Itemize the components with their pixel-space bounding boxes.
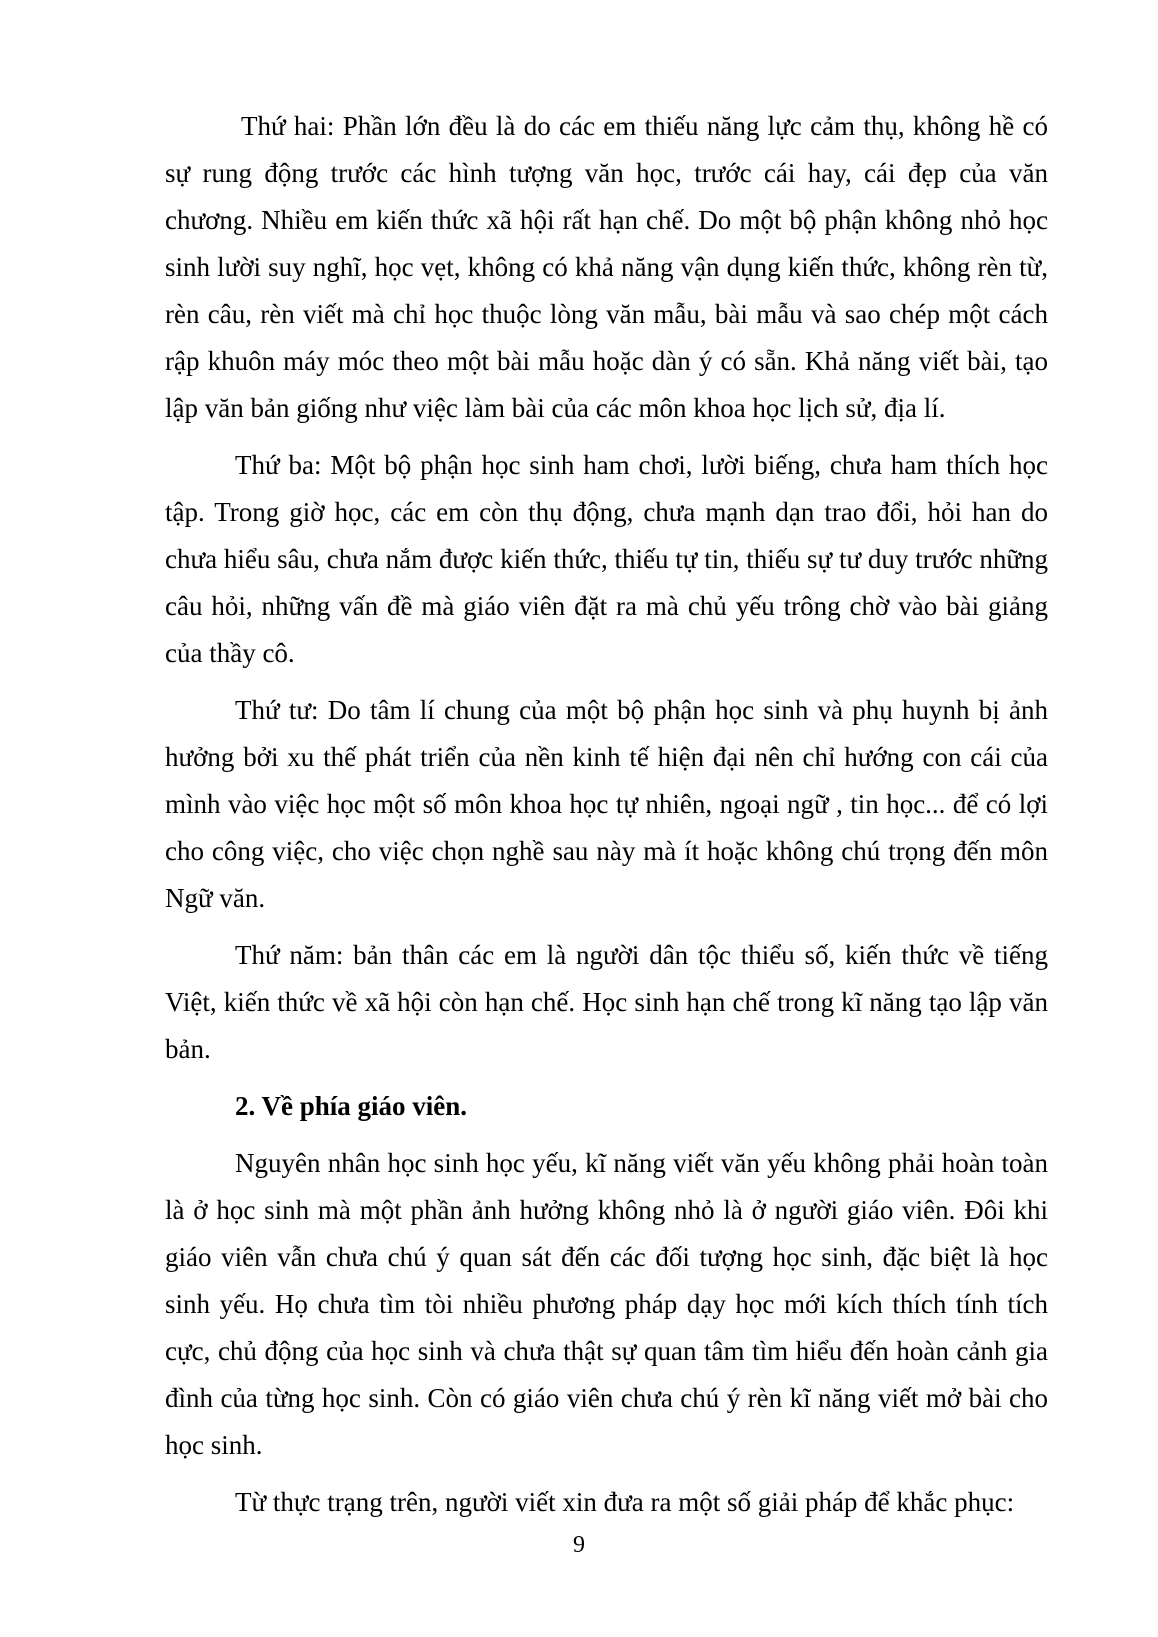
paragraph-thu-tu: Thứ tư: Do tâm lí chung của một bộ phận học sinh và phụ huynh bị ảnh hưởng bởi xu thế phát triển của nền kinh tế hiện đại nên chỉ hướng con cái của mình vào việc học một số môn khoa học tự nhiên, ngoại ngữ , tin học... để có lợi cho công việc, cho việc chọn nghề sau này mà ít hoặc không chú trọng đến môn Ngữ văn. [165,695,1048,913]
paragraph-thu-ba: Thứ ba: Một bộ phận học sinh ham chơi, lười biếng, chưa ham thích học tập. Trong giờ học, các em còn thụ động, chưa mạnh dạn trao đổi, hỏi han do chưa hiểu sâu, chưa nắm được kiến thức, thiếu tự tin, thiếu sự tư duy trước những câu hỏi, những vấn đề mà giáo viên đặt ra mà chủ yếu trông chờ vào bài giảng của thầy cô. [165,450,1048,668]
paragraph-giai-phap-intro: Từ thực trạng trên, người viết xin đưa ra một số giải pháp để khắc phục: [235,1487,1015,1517]
paragraph-nguyen-nhan: Nguyên nhân học sinh học yếu, kĩ năng viết văn yếu không phải hoàn toàn là ở học sinh mà một phần ảnh hưởng không nhỏ là ở người giáo viên. Đôi khi giáo viên vẫn chưa chú ý quan sát đến các đối tượng học sinh, đặc biệt là học sinh yếu. Họ chưa tìm tòi nhiều phương pháp dạy học mới kích thích tính tích cực, chủ động của học sinh và chưa thật sự quan tâm tìm hiểu đến hoàn cảnh gia đình của từng học sinh. Còn có giáo viên chưa chú ý rèn kĩ năng viết mở bài cho học sinh. [165,1148,1048,1460]
paragraph-thu-hai: Thứ hai: Phần lớn đều là do các em thiếu năng lực cảm thụ, không hề có sự rung động trước các hình tượng văn học, trước cái hay, cái đẹp của văn chương. Nhiều em kiến thức xã hội rất hạn chế. Do một bộ phận không nhỏ học sinh lười suy nghĩ, học vẹt, không có khả năng vận dụng kiến thức, không rèn từ, rèn câu, rèn viết mà chỉ học thuộc lòng văn mẫu, bài mẫu và sao chép một cách rập khuôn máy móc theo một bài mẫu hoặc dàn ý có sẵn. Khả năng viết bài, tạo lập văn bản giống như việc làm bài của các môn khoa học lịch sử, địa lí. [165,111,1048,423]
page-body [165,103,1048,1536]
page-number: 9 [573,1532,585,1558]
section-heading: 2. Về phía giáo viên. [235,1091,468,1121]
paragraph-thu-nam: Thứ năm: bản thân các em là người dân tộc thiểu số, kiến thức về tiếng Việt, kiến thức về xã hội còn hạn chế. Học sinh hạn chế trong kĩ năng tạo lập văn bản. [165,940,1048,1064]
